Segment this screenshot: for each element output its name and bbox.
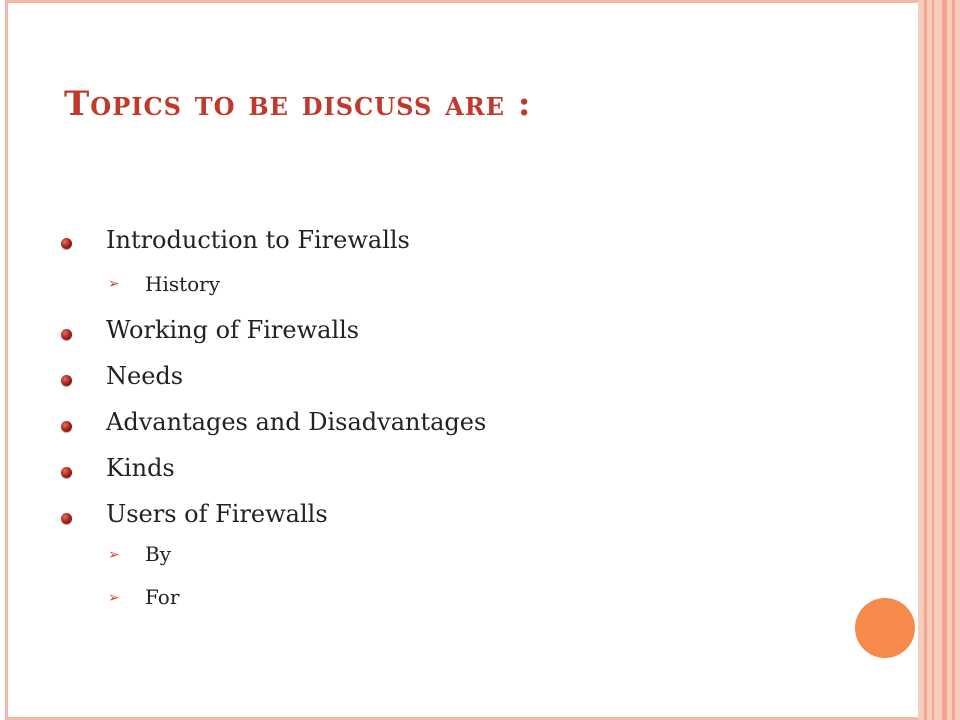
arrowhead-bullet-icon: ➢ (108, 547, 120, 563)
orange-circle-decoration (855, 598, 915, 658)
slide-title: Topics to be discuss are : (64, 84, 532, 124)
red-dot-bullet-icon (61, 513, 72, 524)
right-stripe-2 (932, 0, 934, 720)
red-dot-bullet-icon (61, 238, 72, 249)
list-item: Working of Firewalls (106, 316, 360, 344)
right-stripe-4 (952, 0, 955, 720)
list-item: Users of Firewalls (106, 500, 328, 528)
frame-top-border (5, 0, 921, 3)
list-item: Introduction to Firewalls (106, 226, 410, 254)
list-subitem: For (145, 585, 180, 609)
list-item: Needs (106, 362, 184, 390)
right-stripe-3 (942, 0, 947, 720)
frame-left-border (5, 0, 8, 720)
red-dot-bullet-icon (61, 421, 72, 432)
red-dot-bullet-icon (61, 467, 72, 478)
list-subitem: History (145, 272, 221, 296)
list-item: Kinds (106, 454, 175, 482)
red-dot-bullet-icon (61, 375, 72, 386)
arrowhead-bullet-icon: ➢ (108, 276, 120, 292)
list-item: Advantages and Disadvantages (106, 408, 487, 436)
red-dot-bullet-icon (61, 329, 72, 340)
right-stripe-1 (924, 0, 927, 720)
list-subitem: By (145, 542, 171, 566)
arrowhead-bullet-icon: ➢ (108, 590, 120, 606)
